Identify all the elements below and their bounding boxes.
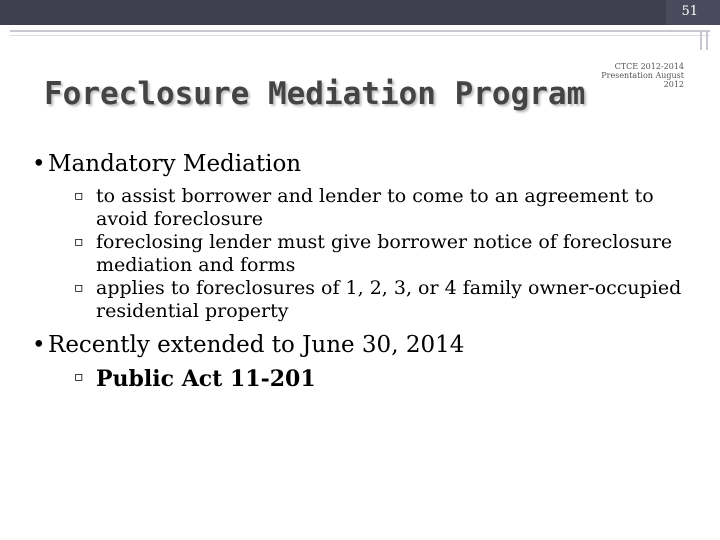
bullet-dot-icon: • [32, 151, 46, 177]
presentation-note: CTCE 2012-2014 Presentation August 2012 [601, 62, 684, 89]
header-vertical-rule [706, 30, 708, 50]
bullet-extension [26, 331, 686, 360]
sub-bullet-text: to assist borrower and lender to come to an agreement to avoid foreclosure [96, 185, 654, 230]
sub-bullet-text: applies to foreclosures of 1, 2, 3, or 4 family owner-occupied residential property [96, 277, 682, 322]
square-bullet-icon: ▫ [74, 188, 84, 204]
slide-body [26, 150, 686, 393]
sub-bullet [26, 366, 686, 393]
top-bar [0, 0, 720, 25]
bullet-dot-icon: • [32, 332, 46, 358]
sub-bullet [26, 185, 686, 231]
sub-bullet [26, 277, 686, 323]
public-act-reference: Public Act 11-201 [96, 366, 316, 392]
bullet-mandatory-mediation [26, 150, 686, 179]
header-vertical-rule [700, 30, 702, 50]
bullet-text: Recently extended to June 30, 2014 [48, 332, 465, 358]
spacer [26, 323, 686, 331]
sub-bullet [26, 231, 686, 277]
header-rule [10, 30, 710, 32]
square-bullet-icon: ▫ [74, 234, 84, 250]
slide-title: Foreclosure Mediation Program [44, 76, 586, 112]
slide-number: 51 [681, 4, 698, 19]
square-bullet-icon: ▫ [74, 280, 84, 296]
square-bullet-icon: ▫ [74, 369, 84, 385]
bullet-text: Mandatory Mediation [48, 151, 302, 177]
header-rule-thin [10, 35, 710, 36]
sub-bullet-text: foreclosing lender must give borrower notice of foreclosure mediation and forms [96, 231, 673, 276]
